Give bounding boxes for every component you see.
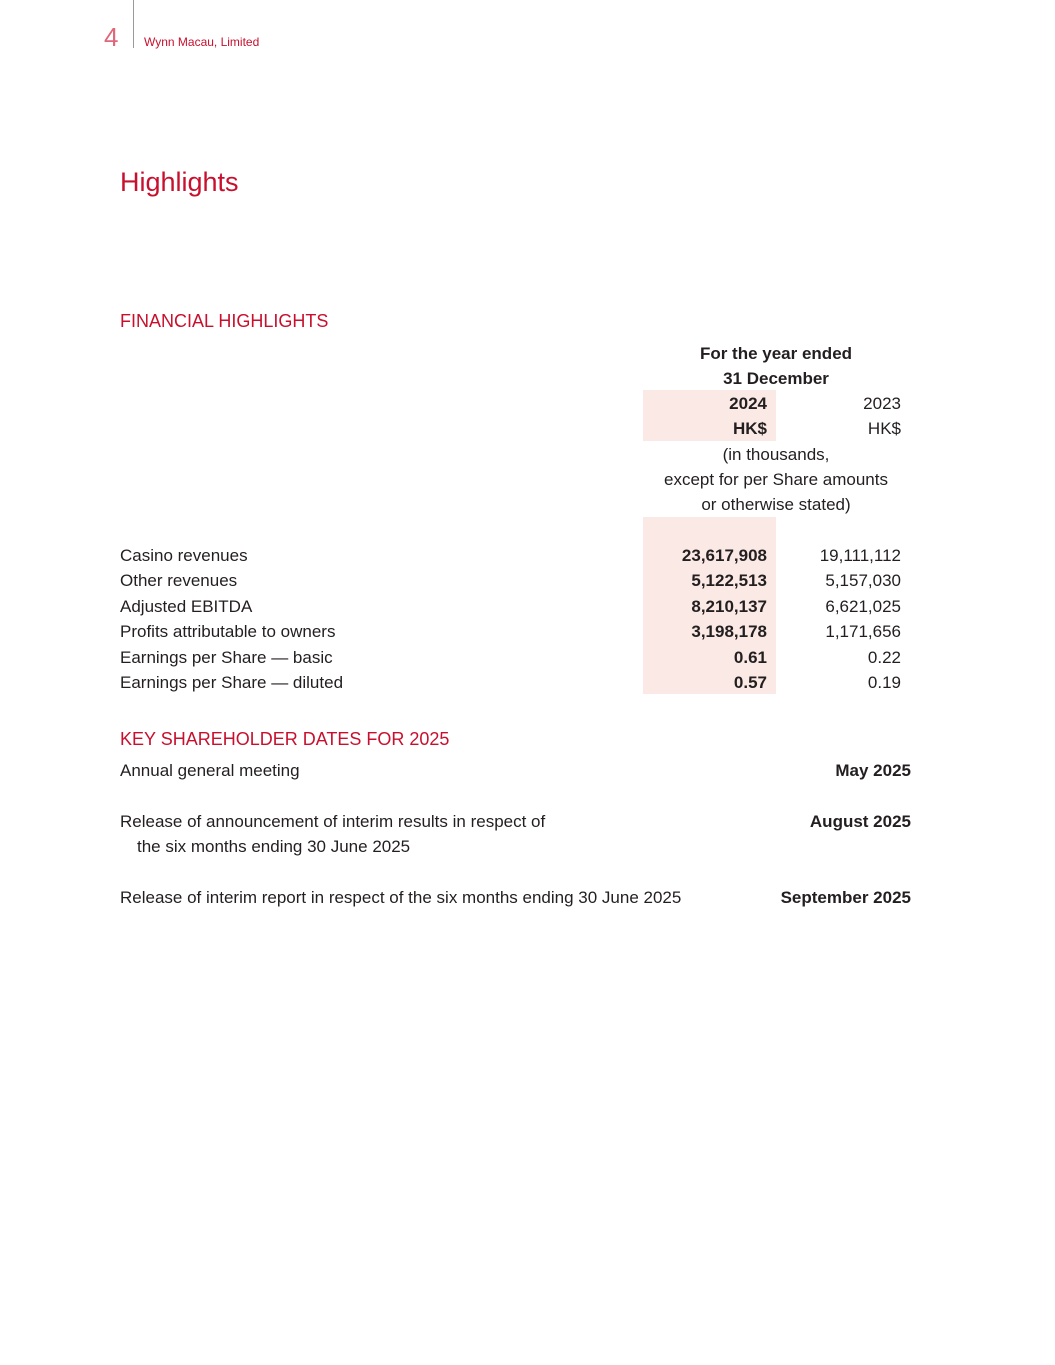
value-2023: 5,157,030 [825, 571, 901, 590]
column-currency-2024: HK$ [732, 419, 767, 438]
row-label: Other revenues [120, 571, 238, 590]
date-item-label: Release of announcement of interim results in respect of [120, 812, 546, 831]
date-item-label: Release of interim report in respect of the six months ending 30 June 2025 [120, 888, 682, 907]
value-2023: 19,111,112 [819, 546, 901, 565]
date-item-value: August 2025 [809, 812, 911, 831]
period-header: For the year ended [699, 344, 853, 363]
period-header-date: 31 December [723, 369, 829, 388]
date-item-value: May 2025 [835, 761, 911, 780]
column-year-2023: 2023 [863, 394, 901, 413]
value-2024: 8,210,137 [691, 597, 767, 616]
row-label: Adjusted EBITDA [120, 597, 253, 616]
header-divider [133, 0, 134, 48]
date-item-label-continued: the six months ending 30 June 2025 [137, 837, 411, 856]
row-label: Profits attributable to owners [120, 622, 336, 641]
column-currency-2023: HK$ [867, 419, 901, 438]
value-2024: 0.57 [733, 673, 767, 692]
key-dates-heading: KEY SHAREHOLDER DATES FOR 2025 [120, 729, 450, 749]
value-2024: 3,198,178 [691, 622, 767, 641]
row-label: Earnings per Share — diluted [120, 673, 344, 692]
value-2024: 5,122,513 [691, 571, 767, 590]
financial-highlights-heading: FINANCIAL HIGHLIGHTS [120, 311, 329, 331]
value-2024: 0.61 [733, 648, 767, 667]
date-item-label: Annual general meeting [120, 761, 300, 780]
unit-note: except for per Share amounts [664, 470, 888, 489]
value-2023: 0.22 [867, 648, 901, 667]
value-2023: 0.19 [867, 673, 901, 692]
row-label: Casino revenues [120, 546, 248, 565]
company-name: Wynn Macau, Limited [144, 35, 260, 49]
row-label: Earnings per Share — basic [120, 648, 333, 667]
unit-note: (in thousands, [722, 445, 830, 464]
value-2023: 6,621,025 [825, 597, 901, 616]
page-title: Highlights [120, 167, 239, 197]
date-item-value: September 2025 [780, 888, 911, 907]
unit-note: or otherwise stated) [701, 495, 851, 514]
value-2023: 1,171,656 [825, 622, 901, 641]
value-2024: 23,617,908 [681, 546, 767, 565]
column-year-2024: 2024 [729, 394, 767, 413]
page-number: 4 [104, 22, 119, 52]
